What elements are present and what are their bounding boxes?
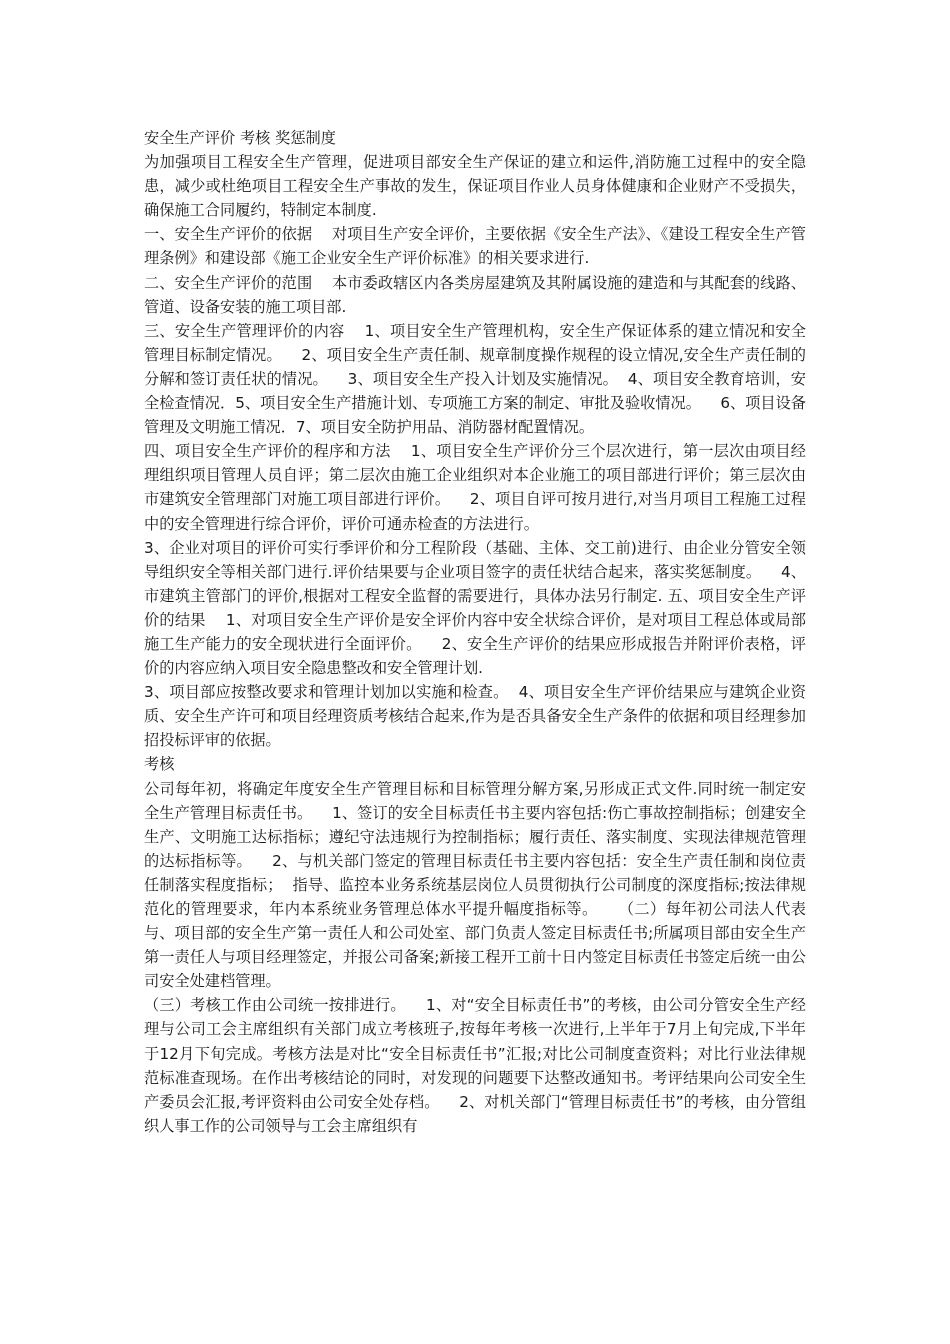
paragraph-scope: 二、安全生产评价的范围 本市委政辖区内各类房屋建筑及其附属设施的建造和与其配套的线路、管道、设备安装的施工项目部.: [144, 273, 806, 316]
document-page: [144, 126, 806, 1138]
document-title: 安全生产评价 考核 奖惩制度: [144, 129, 336, 147]
paragraph-procedure: 四、项目安全生产评价的程序和方法 1、项目安全生产评价分三个层次进行，第一层次由项目经理组织项目管理人员自评；第二层次由施工企业组织对本企业施工的项目部进行评价；第三层次由市建筑安全管理部门对施工项目部进行评价。 2、项目自评可按月进行,对当月项目工程施工过程中的安全管理进行综合评价，评价可通赤检查的方法进行。: [144, 442, 806, 533]
paragraph-content: 三、安全生产管理评价的内容 1、项目安全生产管理机构，安全生产保证体系的建立情况和安全管理目标制定情况。 2、项目安全生产责任制、规章制度操作规程的设立情况,安全生产责任制的分解和签订责任状的情况。 3、项目安全生产投入计划及实施情况。 4、项目安全教育培训，安全检查情况．5、项目安全生产措施计划、专项施工方案的制定、审批及验收情况。 6、项目设备管理及文明施工情况．7、项目安全防护用品、消防器材配置情况。: [144, 321, 806, 437]
paragraph-assessment-work: （三）考核工作由公司统一按排进行。 1、对“安全目标责任书”的考核，由公司分管安全生产经理与公司工会主席组织有关部门成立考核班子,按每年考核一次进行,上半年于7月上旬完成,下半年于12月下旬完成。考核方法是对比“安全目标责任书”汇报;对比公司制度查资料；对比行业法律规范标准查现场。在作出考核结论的同时，对发现的问题要下达整改通知书。考评结果向公司安全生产委员会汇报,考评资料由公司安全处存档。 2、对机关部门“管理目标责任书”的考核，由分管组织人事工作的公司领导与工会主席组织有: [144, 996, 806, 1135]
paragraph-rectification: 3、项目部应按整改要求和管理计划加以实施和检查。 4、项目安全生产评价结果应与建筑企业资质、安全生产许可和项目经理资质考核结合起来,作为是否具备安全生产条件的依据和项目经理参加招投标评审的依据。: [144, 683, 806, 750]
paragraph-intro: 为加强项目工程安全生产管理，促进项目部安全生产保证的建立和运件,消防施工过程中的安全隐患，减少或杜绝项目工程安全生产事故的发生，保证项目作业人员身体健康和企业财产不受损失，确保施工合同履约，特制定本制度.: [144, 153, 806, 220]
paragraph-enterprise-evaluation: 3、企业对项目的评价可实行季评价和分工程阶段（基础、主体、交工前)进行、由企业分管安全领导组织安全等相关部门进行.评价结果要与企业项目签字的责任状结合起来，落实奖惩制度。 4、市建筑主管部门的评价,根据对工程安全监督的需要进行，具体办法另行制定. 五、项目安全生产评价的结果 1、对项目安全生产评价是安全评价内容中安全状综合评价，是对项目工程总体或局部施工生产能力的安全现状进行全面评价。 2、安全生产评价的结果应形成报告并附评价表格，评价的内容应纳入项目安全隐患整改和安全管理计划.: [144, 538, 806, 678]
section-title-assessment: 考核: [144, 755, 175, 774]
paragraph-basis: 一、安全生产评价的依据 对项目生产安全评价，主要依据《安全生产法》、《建设工程安全生产管理条例》和建设部《施工企业安全生产评价标准》的相关要求进行.: [144, 225, 806, 268]
paragraph-annual-targets: 公司每年初，将确定年度安全生产管理目标和目标管理分解方案,另形成正式文件.同时统一制定安全生产管理目标责任书。 1、签订的安全目标责任书主要内容包括:伤亡事故控制指标；创建安全生产、文明施工达标指标；遵纪守法违规行为控制指标；履行责任、落实制度、实现法律规范管理的达标指标等。 2、与机关部门签定的管理目标责任书主要内容包括：安全生产责任制和岗位责任制落实程度指标； 指导、监控本业务系统基层岗位人员贯彻执行公司制度的深度指标;按法律规范化的管理要求，年内本系统业务管理总体水平提升幅度指标等。 （二）每年初公司法人代表与、项目部的安全生产第一责任人和公司处室、部门负责人签定目标责任书;所属项目部由安全生产第一责任人与项目经理签定，并报公司备案;新接工程开工前十日内签定目标责任书签定后统一由公司安全处建档管理。: [144, 779, 806, 991]
